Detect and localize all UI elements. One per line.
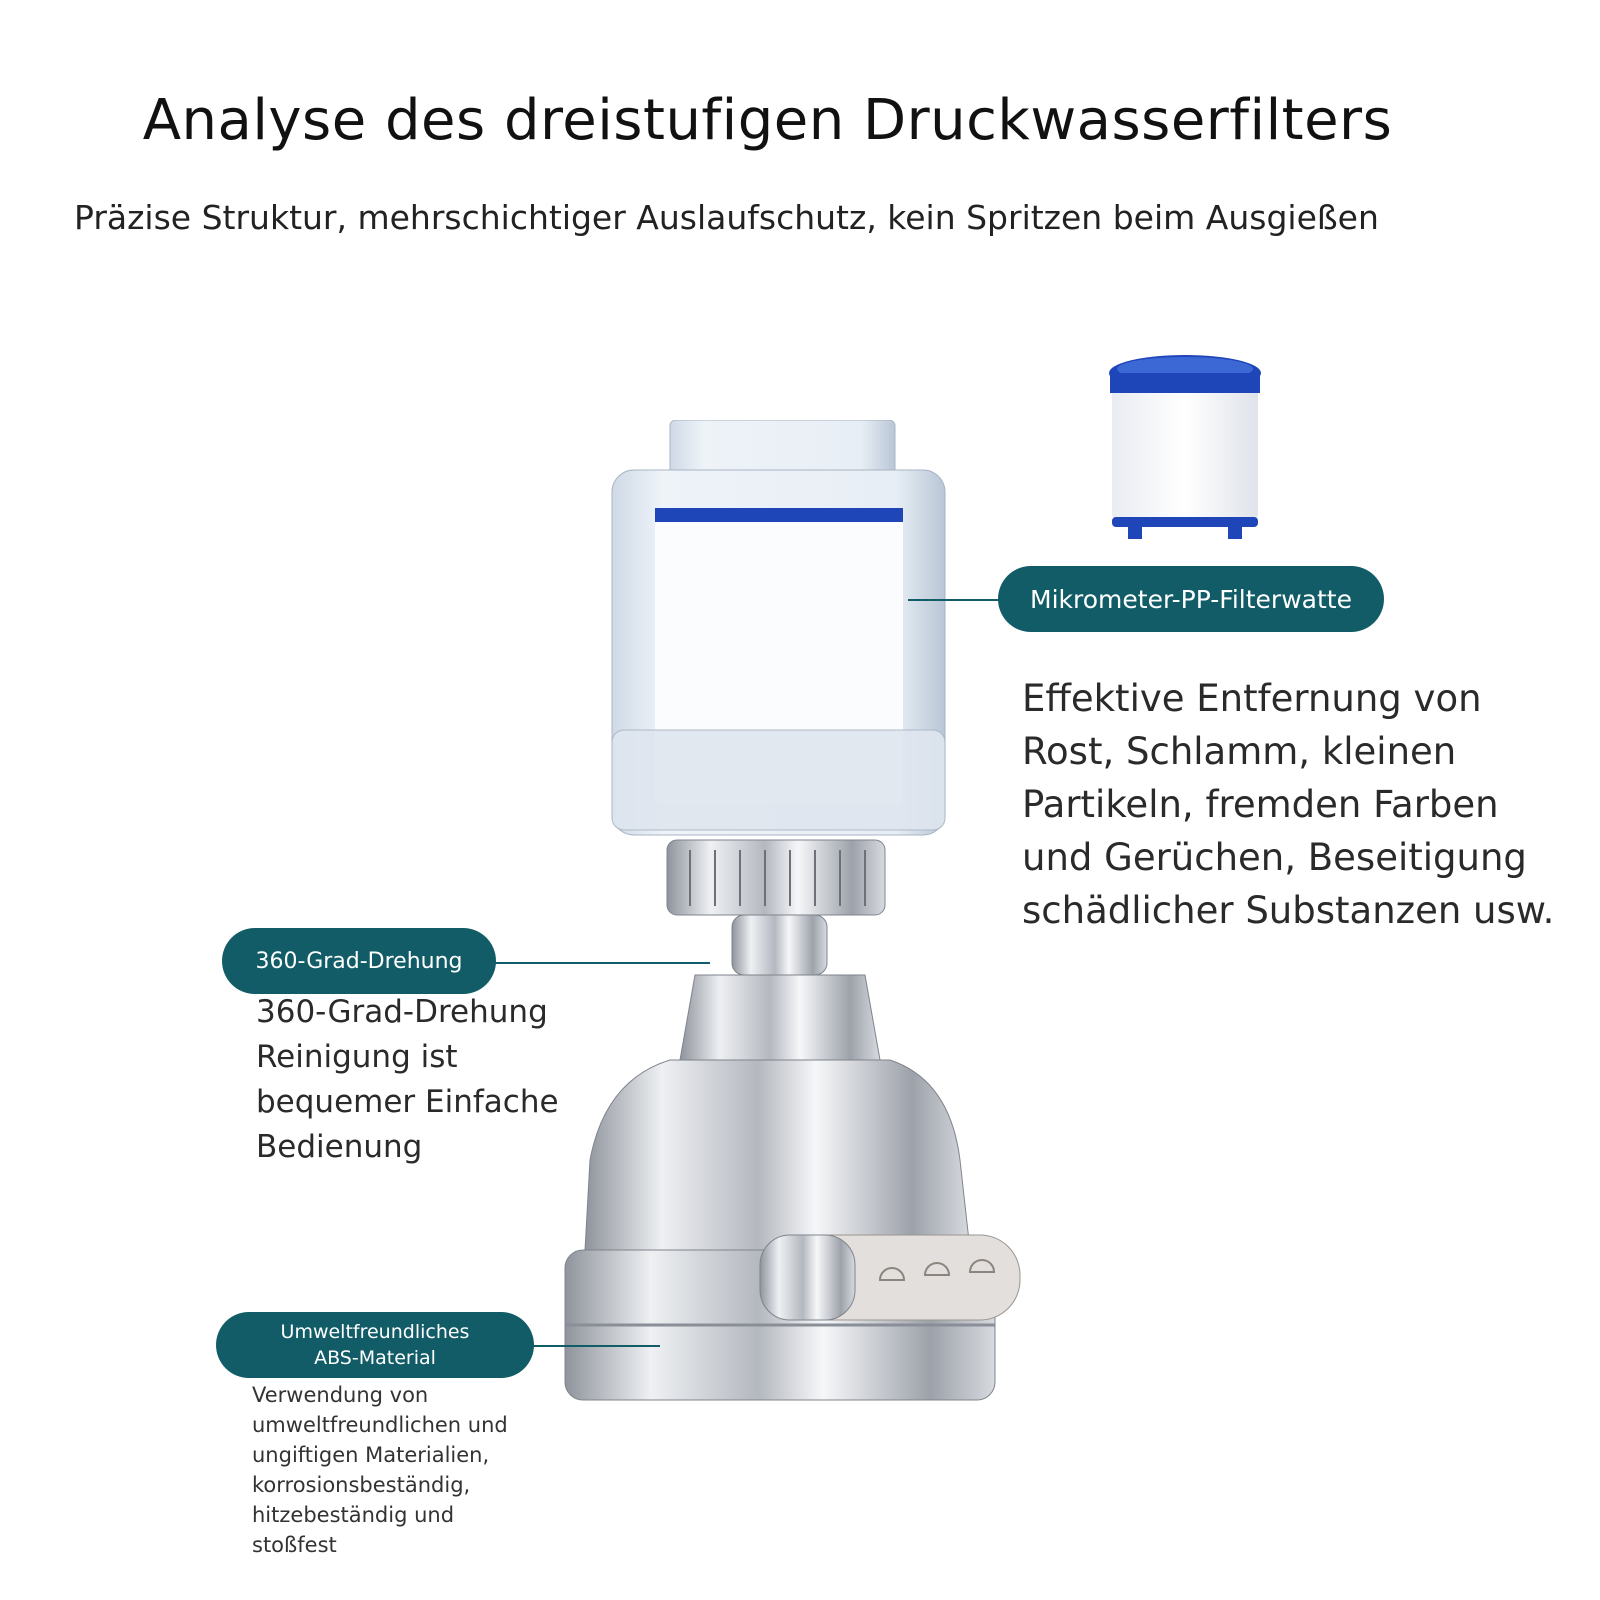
page-title: Analyse des dreistufigen Druckwasserfilters (142, 88, 1393, 153)
pp-desc-line: Rost, Schlamm, kleinen (1022, 730, 1457, 773)
material-desc-line: Verwendung von (252, 1383, 429, 1407)
material-label-line: Umweltfreundliches (280, 1321, 470, 1343)
pp-connector-line (908, 599, 1000, 601)
rotation-desc-line: bequemer Einfache (256, 1084, 559, 1120)
pp-desc-line: und Gerüchen, Beseitigung (1022, 836, 1527, 879)
faucet-filter-image (560, 420, 1060, 1530)
filter-cartridge-image (1100, 345, 1270, 545)
pp-desc-line: schädlicher Substanzen usw. (1022, 889, 1555, 932)
material-description (252, 1380, 552, 1560)
material-desc-line: hitzebeständig und (252, 1503, 455, 1527)
rotation-connector-line (494, 962, 710, 964)
pp-filter-label: Mikrometer-PP-Filterwatte (998, 566, 1384, 632)
rotation-description (256, 990, 596, 1170)
rotation-desc-line: 360-Grad-Drehung (256, 994, 548, 1030)
pp-filter-description (1022, 672, 1597, 937)
material-desc-line: stoßfest (252, 1533, 337, 1557)
material-desc-line: ungiftigen Materialien, (252, 1443, 490, 1467)
rotation-label: 360-Grad-Drehung (222, 928, 496, 994)
material-connector-line (532, 1345, 660, 1347)
pp-desc-line: Effektive Entfernung von (1022, 677, 1482, 720)
pp-desc-line: Partikeln, fremden Farben (1022, 783, 1499, 826)
rotation-desc-line: Reinigung ist (256, 1039, 458, 1075)
material-label-line: ABS-Material (314, 1347, 436, 1369)
material-desc-line: umweltfreundlichen und (252, 1413, 508, 1437)
material-label (216, 1312, 534, 1378)
rotation-desc-line: Bedienung (256, 1129, 423, 1165)
material-desc-line: korrosionsbeständig, (252, 1473, 471, 1497)
page-subtitle: Präzise Struktur, mehrschichtiger Auslaufschutz, kein Spritzen beim Ausgießen (74, 198, 1379, 237)
